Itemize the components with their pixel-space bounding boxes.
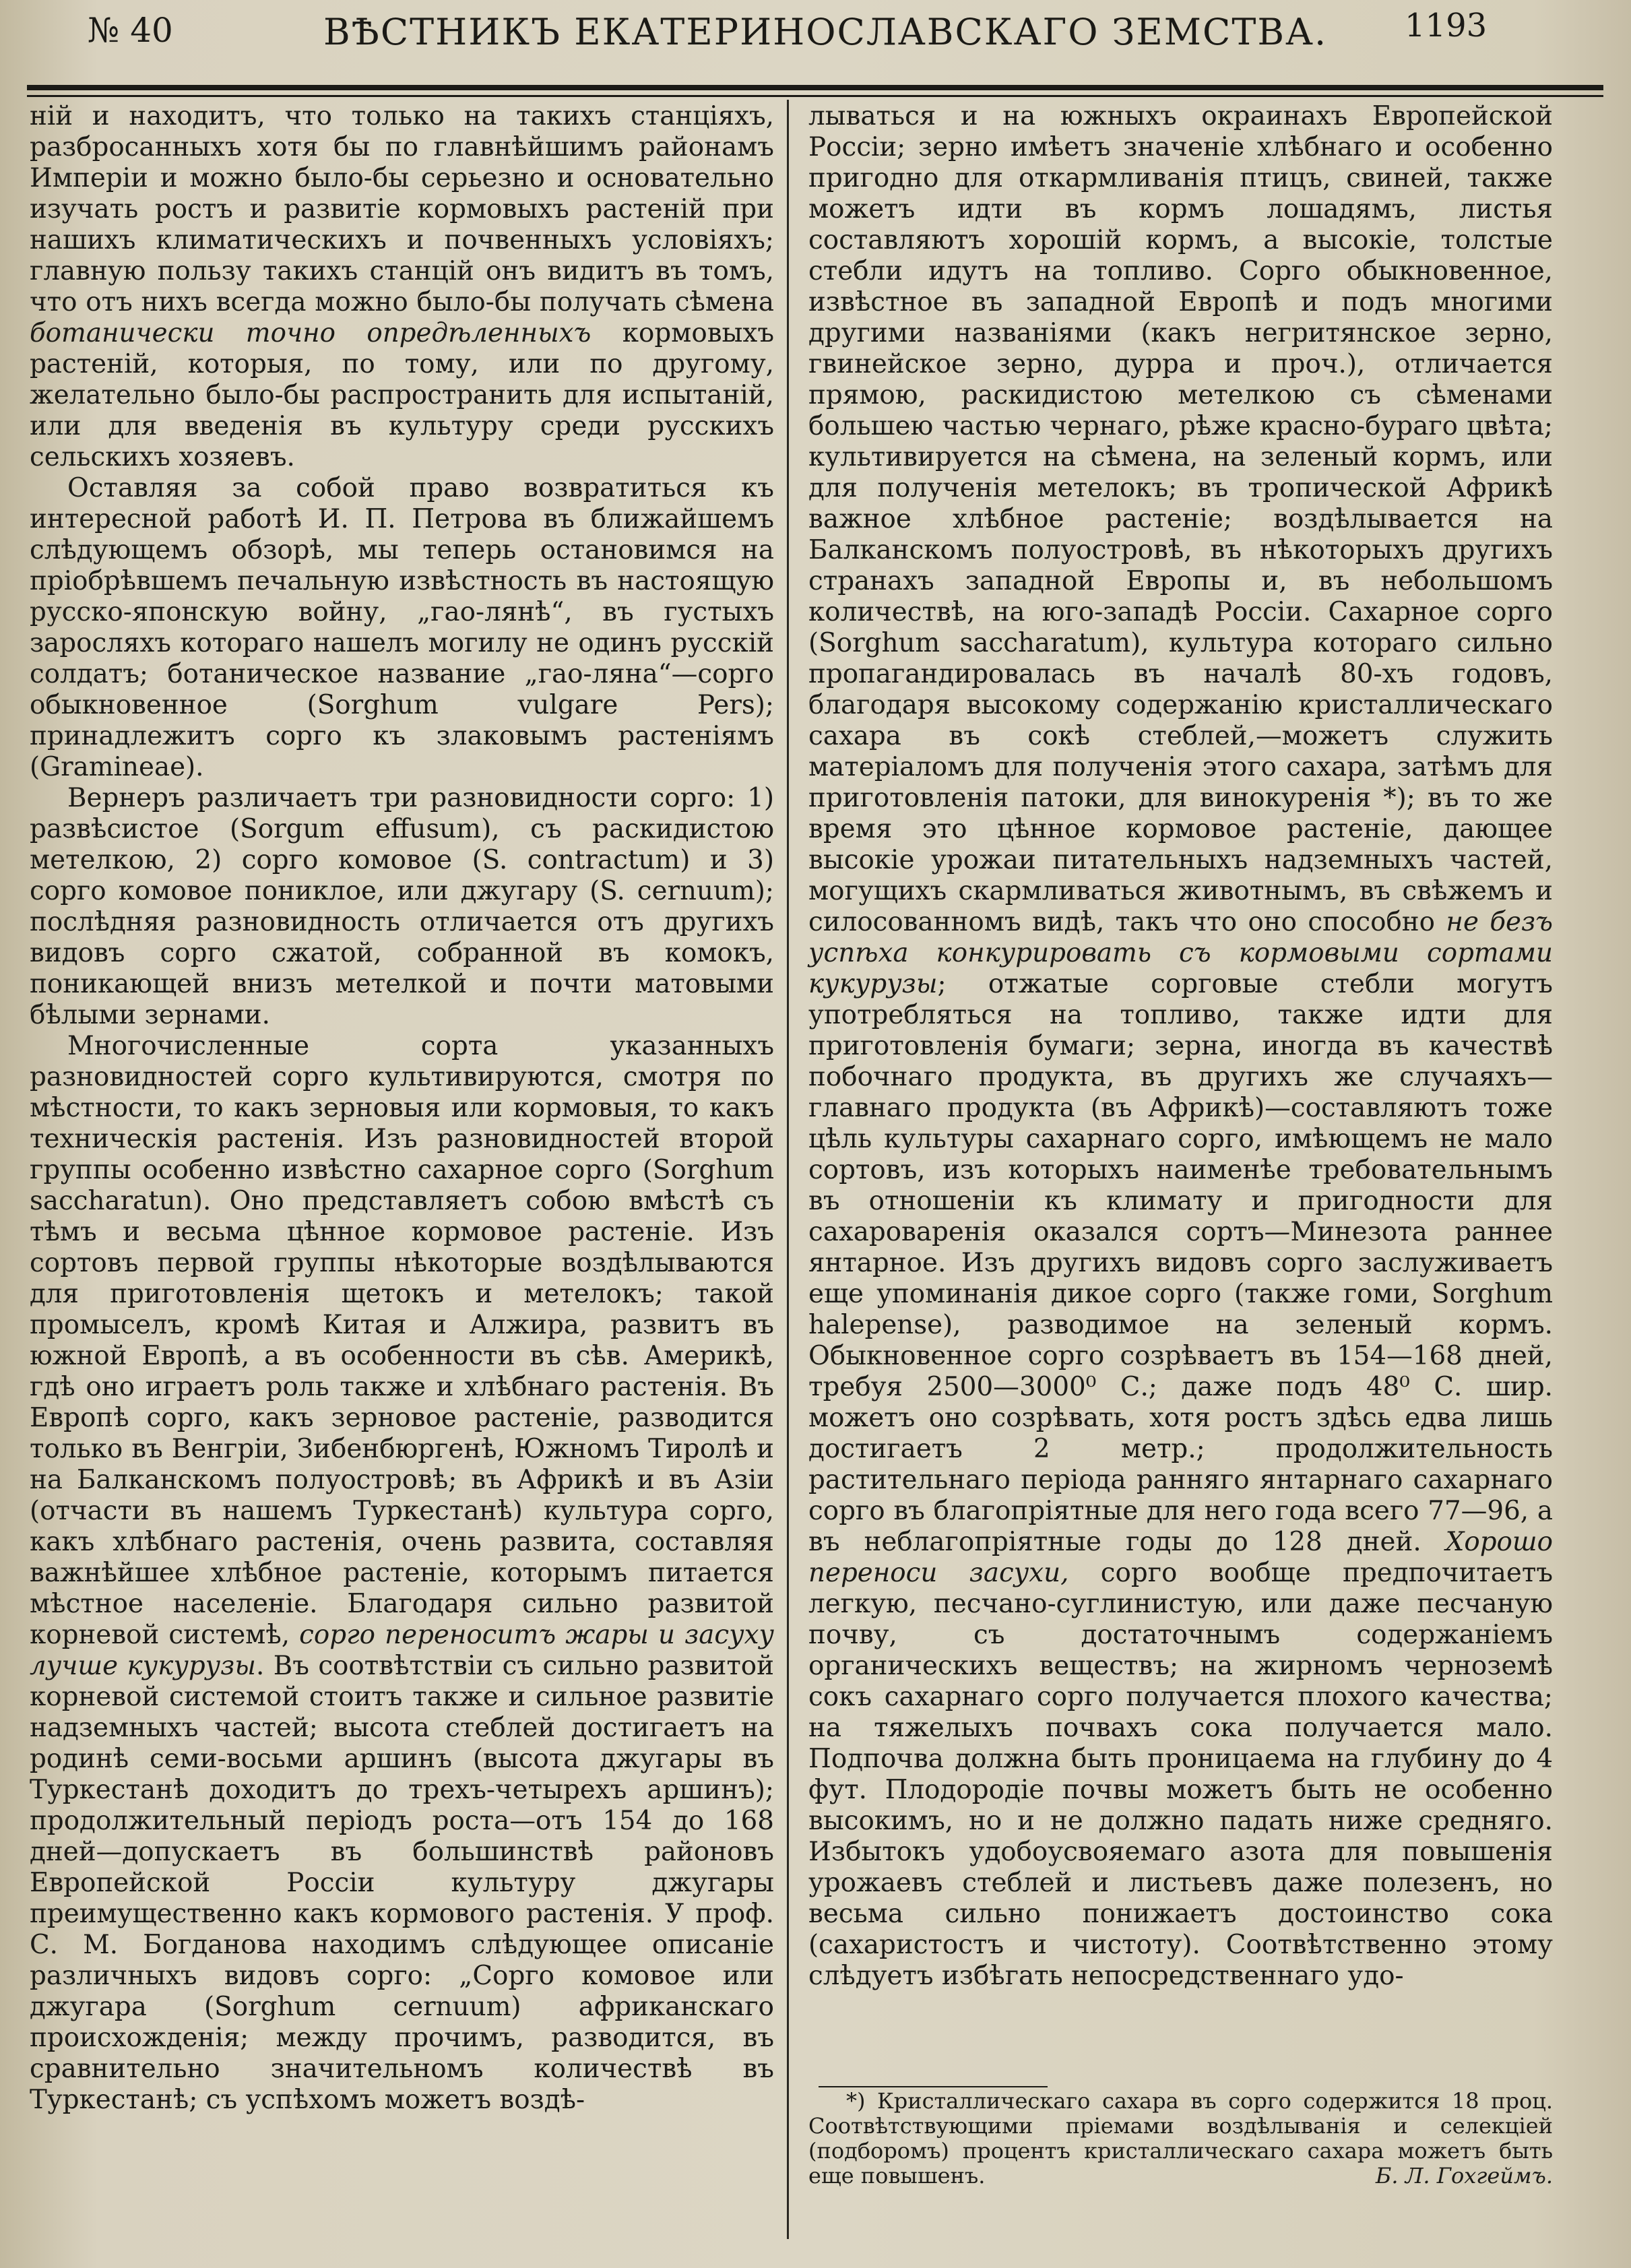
right-paragraph-1 xyxy=(808,101,1553,1992)
left-paragraph-3: Вернеръ различаетъ три разновидности сорго: 1) развѣсистое (Sorgum effusum), съ раскидистою метелкою, 2) сорго комовое (S. contractum) и 3) сорго комовое пониклое, или джугару (S. cernuum); послѣдняя разновидность отличается отъ другихъ видовъ сорго сжатой, собранной въ комокъ, поникающей внизъ метелкой и почти матовыми бѣлыми зернами. xyxy=(30,783,774,1030)
italic-run: сорго переноситъ жары и засуху лучше кукурузы xyxy=(30,1620,774,1681)
text-run: Многочисленные сорта указанныхъ разновидностей сорго культивируются, смотря по мѣстности, то какъ зерновыя или кормовыя, то какъ техническія растенія. Изъ разновидностей второй группы особенно извѣстно сахарное сорго (Sorghum saccharatun). Оно представляетъ собою вмѣстѣ съ тѣмъ и весьма цѣнное кормовое растеніе. Изъ сортовъ первой группы нѣкоторые воздѣлываются для приготовленія щетокъ и метелокъ; такой промыселъ, кромѣ Китая и Алжира, развитъ въ южной Европѣ, а въ особенности въ сѣв. Америкѣ, гдѣ оно играетъ роль также и хлѣбнаго растенія. Въ Европѣ сорго, какъ зерновое растеніе, разводится только въ Венгріи, Зибенбюргенѣ, Южномъ Тиролѣ и на Балканскомъ полуостровѣ; въ Африкѣ и въ Азіи (отчасти въ нашемъ Туркестанѣ) культура сорго, какъ хлѣбнаго растенія, очень развита, составляя важнѣйшее хлѣбное растеніе, которымъ питается мѣстное населеніе. Благодаря сильно развитой корневой системѣ, xyxy=(30,1031,774,1650)
text-run: ; отжатые сорговые стебли могутъ употребляться на топливо, также идти для приготовленія бумаги; зерна, иногда въ качествѣ побочнаго продукта, въ другихъ же случаяхъ—главнаго продукта (въ Африкѣ)—составляютъ тоже цѣль культуры сахарнаго сорго, имѣющемъ не мало сортовъ, изъ которыхъ наименѣе требовательнымъ въ отношеніи къ климату и пригодности для сахароваренія оказался сортъ—Минезота раннее янтарное. Изъ другихъ видовъ сорго заслуживаетъ еще упоминанія дикое сорго (также гоми, Sorghum halepense), разводимое на зеленый кормъ. Обыкновенное сорго созрѣваетъ въ 154—168 дней, требуя 2500—3000⁰ С.; даже подъ 48⁰ С. шир. можетъ оно созрѣвать, хотя ростъ здѣсь едва лишь достигаетъ 2 метр.; продолжительность растительнаго періода ранняго янтарнаго сахарнаго сорго въ благопріятные для него года всего 77—96, а въ неблагопріятные годы до 128 дней. xyxy=(808,969,1553,1557)
italic-run: Хорошо переноси засухи, xyxy=(808,1527,1553,1588)
footnote-text: *) Кристаллическаго сахара въ сорго содержится 18 проц. Соотвѣтствующими пріемами воздѣлыванія и селекціей (подборомъ) процентъ кристаллическаго сахара можетъ быть еще повышенъ. xyxy=(808,2088,1553,2188)
footnote-rule xyxy=(819,2086,1048,2087)
left-paragraph-1 xyxy=(30,101,774,473)
header-rule-thick xyxy=(27,85,1603,90)
text-run: ній и находитъ, что только на такихъ станціяхъ, разбросанныхъ хотя бы по главнѣйшимъ районамъ Имперіи и можно было-бы серьезно и основательно изучать ростъ и развитіе кормовыхъ растеній при нашихъ климатическихъ и почвенныхъ условіяхъ; главную пользу такихъ станцій онъ видитъ въ томъ, что отъ нихъ всегда можно было-бы получать сѣмена xyxy=(30,101,774,317)
page-header xyxy=(67,4,1576,65)
left-paragraph-2: Оставляя за собой право возвратиться къ интересной работѣ И. П. Петрова въ ближайшемъ слѣдующемъ обзорѣ, мы теперь остановимся на пріобрѣвшемъ печальную извѣстность въ настоящую русско-японскую войну, „гао-лянѣ“, въ густыхъ заросляхъ котораго нашелъ могилу не одинъ русскій солдатъ; ботаническое название „гао-ляна“—сорго обыкновенное (Sorghum vulgare Pers); принадлежитъ сорго къ злаковымъ растеніямъ (Gramineae). xyxy=(30,473,774,782)
page-number: 1193 xyxy=(1405,7,1488,44)
right-column xyxy=(808,101,1553,1992)
header-rule-thin xyxy=(27,95,1603,97)
journal-title: ВѢСТНИКЪ ЕКАТЕРИНОСЛАВСКАГО ЗЕМСТВА. xyxy=(323,11,1328,53)
text-run: лываться и на южныхъ окраинахъ Европейской Россіи; зерно имѣетъ значеніе хлѣбнаго и особенно пригодно для откармливанія птицъ, свиней, также можетъ идти въ кормъ лошадямъ, листья составляютъ хорошій кормъ, а высокіе, толстые стебли идутъ на топливо. Сорго обыкновенное, извѣстное въ западной Европѣ и подъ многими другими названіями (какъ негритянское зерно, гвинейское зерно, дурра и проч.), отличается прямою, раскидистою метелкою съ сѣменами большею частью чернаго, рѣже красно-бураго цвѣта; культивируется на сѣмена, на зеленый кормъ, или для полученія метелокъ; въ тропической Африкѣ важное хлѣбное растеніе; воздѣлывается на Балканскомъ полуостровѣ, въ нѣкоторыхъ другихъ странахъ западной Европы и, въ небольшомъ количествѣ, на юго-западѣ Россіи. Сахарное сорго (Sorghum saccharatum), культура котораго сильно пропагандировалась въ началѣ 80-хъ годовъ, благодаря высокому содержанію кристаллическаго сахара въ сокѣ стеблей,—можетъ служить матеріаломъ для полученія этого сахара, затѣмъ для приготовленія патоки, для винокуренія *); въ то же время это цѣнное кормовое растеніе, дающее высокіе урожаи питательныхъ надземныхъ частей, могущихъ скармливаться животнымъ, въ свѣжемъ и силосованномъ видѣ, такъ что оно способно xyxy=(808,101,1553,937)
footnote-signature: Б. Л. Гохгеймъ. xyxy=(1375,2163,1553,2188)
column-divider xyxy=(787,100,789,2239)
italic-run: ботанически точно опредѣленныхъ xyxy=(30,318,591,348)
footnote xyxy=(808,2089,1553,2188)
text-run: сорго вообще предпочитаетъ легкую, песчано-суглинистую, или даже песчаную почву, съ достаточнымъ содержаніемъ органическихъ веществъ; на жирномъ черноземѣ сокъ сахарнаго сорго получается плохого качества; на тяжелыхъ почвахъ сока получается мало. Подпочва должна быть проницаема на глубину до 4 фут. Плодородіе почвы можетъ быть не особенно высокимъ, но и не должно падать ниже средняго. Избытокъ удобоусвояемаго азота для повышенія урожаевъ стеблей и листьевъ даже полезенъ, но весьма сильно понижаетъ достоинство сока (сахаристостъ и чистоту). Соотвѣтственно этому слѣдуетъ избѣгать непосредственнаго удо- xyxy=(808,1558,1554,1991)
issue-number: № 40 xyxy=(88,11,173,50)
left-paragraph-4 xyxy=(30,1031,774,2116)
text-run: кормовыхъ растеній, которыя, по тому, или по другому, желательно было-бы распространить для испытаній, или для введенія въ культуру среди русскихъ сельскихъ хозяевъ. xyxy=(30,318,774,472)
text-run: . Въ соотвѣтствіи съ сильно развитой корневой системой стоитъ также и сильное развитіе надземныхъ частей; высота стеблей достигаетъ на родинѣ семи-восьми аршинъ (высота джугары въ Туркестанѣ доходитъ до трехъ-четырехъ аршинъ); продолжительный періодъ роста—отъ 154 до 168 дней—допускаетъ въ большинствѣ районовъ Европейской Россіи культуру джугары преимущественно какъ кормового растенія. У проф. С. М. Богданова находимъ слѣдующее описаніе различныхъ видовъ сорго: „Сорго комовое или джугара (Sorghum cernuum) африканскаго происхожденія; между прочимъ, разводится, въ сравнительно значительномъ количествѣ въ Туркестанѣ; съ успѣхомъ можетъ воздѣ- xyxy=(30,1651,774,2115)
left-column xyxy=(30,101,774,2116)
italic-run: не безъ успѣха конкурировать съ кормовыми сортами кукурузы xyxy=(808,907,1553,999)
